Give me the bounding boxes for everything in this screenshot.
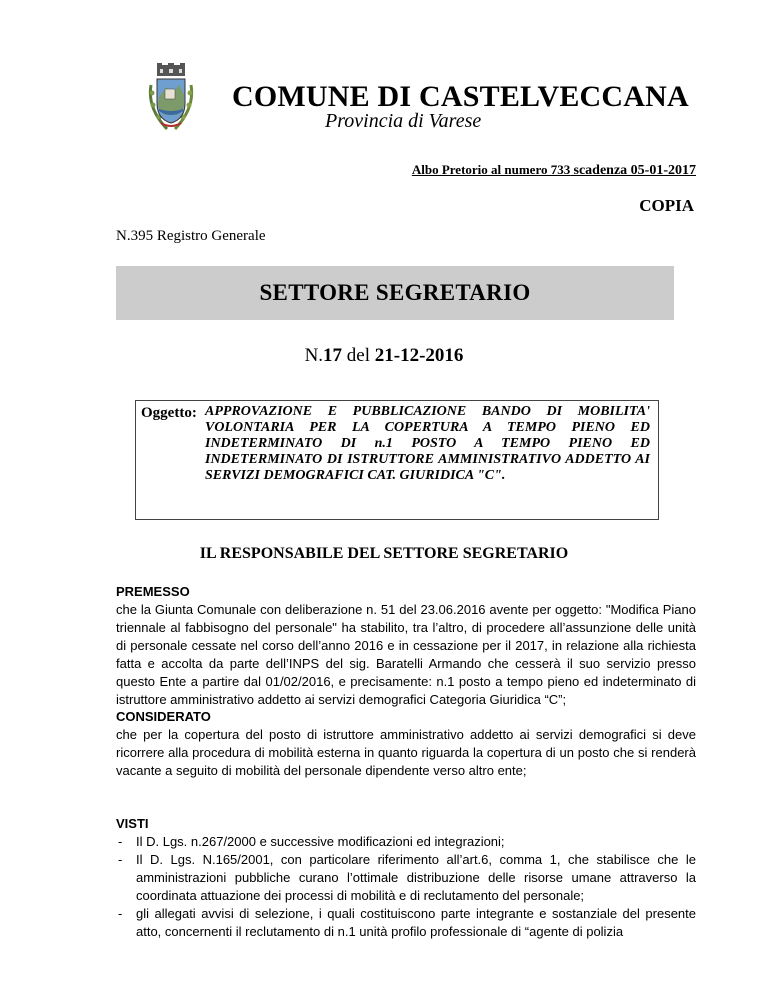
visti-heading: VISTI [116, 816, 149, 831]
responsabile-heading: IL RESPONSABILE DEL SETTORE SEGRETARIO [199, 545, 569, 562]
oggetto-text: APPROVAZIONE E PUBBLICAZIONE BANDO DI MOBILITA' VOLONTARIA PER LA COPERTURA A TEMPO PIENO ED INDETERMINATO DI n.1 POSTO A TEMPO PIENO ED INDETERMINATO DI ISTRUTTORE AMMINISTRATIVO ADDETTO AI SERVIZI DEMOGRAFICI CAT. GIURIDICA "C". [205, 404, 650, 483]
considerato-heading: CONSIDERATO [116, 709, 211, 724]
albo-pretorio-line [412, 162, 696, 179]
settore-title: SETTORE SEGRETARIO [259, 280, 531, 305]
determina-number-line [0, 345, 768, 367]
oggetto-label: Oggetto: [141, 405, 197, 421]
visti-item: - Il D. Lgs. N.165/2001, con particolare riferimento all’art.6, comma 1, che stabilisce che le amministrazioni pubbliche curano l’ottimale distribuzione delle risorse umane attraverso la coordinata attuazione dei processi di mobilità e di reclutamento del personale; [116, 851, 696, 905]
copia-label: COPIA [639, 196, 694, 215]
province-subtitle: Provincia di Varese [325, 110, 482, 132]
considerato-text: che per la copertura del posto di istruttore amministrativo addetto ai servizi demografici si deve ricorrere alla procedura di mobilità esterna in quanto riguarda la copertura di un posto che si renderà vacante a seguito di mobilità del personale dipendente verso altro ente; [116, 727, 696, 778]
visti-item: - gli allegati avvisi di selezione, i quali costituiscono parte integrante e sostanziale del presente atto, concernenti il reclutamento di n.1 unità profilo professionale di “agente di polizia [116, 905, 696, 941]
settore-banner [116, 266, 674, 320]
determina-prefix: N. [304, 345, 324, 366]
registro-generale: N.395 Registro Generale [116, 228, 266, 244]
determina-del: del [342, 345, 375, 366]
visti-item: - Il D. Lgs. n.267/2000 e successive modificazioni ed integrazioni; [116, 833, 696, 851]
municipal-crest-logo [147, 63, 195, 133]
albo-scadenza: scadenza 05-01-2017 [573, 163, 696, 178]
premesso-heading: PREMESSO [116, 584, 190, 599]
municipality-title: COMUNE DI CASTELVECCANA [232, 80, 689, 113]
determina-date: 21-12-2016 [374, 345, 464, 366]
visti-list [116, 833, 696, 941]
premesso-text: che la Giunta Comunale con deliberazione n. 51 del 23.06.2016 avente per oggetto: "Modifica Piano triennale al fabbisogno del personale" ha stabilito, tra l’altro, di procedere all’assunzione delle unità di personale cessate nel corso dell’anno 2016 e in cessazione per il 2017, in relazione alla richiesta fatta e accolta da parte dell’INPS del sig. Baratelli Armando che cesserà il suo servizio presso questo Ente a partire dal 01/02/2016, e precisamente: n.1 posto a tempo pieno ed indeterminato di istruttore amministrativo addetto ai servizi demografici Categoria Giuridica “C”; [116, 602, 696, 707]
determina-number: 17 [323, 345, 343, 366]
albo-number: Albo Pretorio al numero 733 [411, 162, 571, 177]
